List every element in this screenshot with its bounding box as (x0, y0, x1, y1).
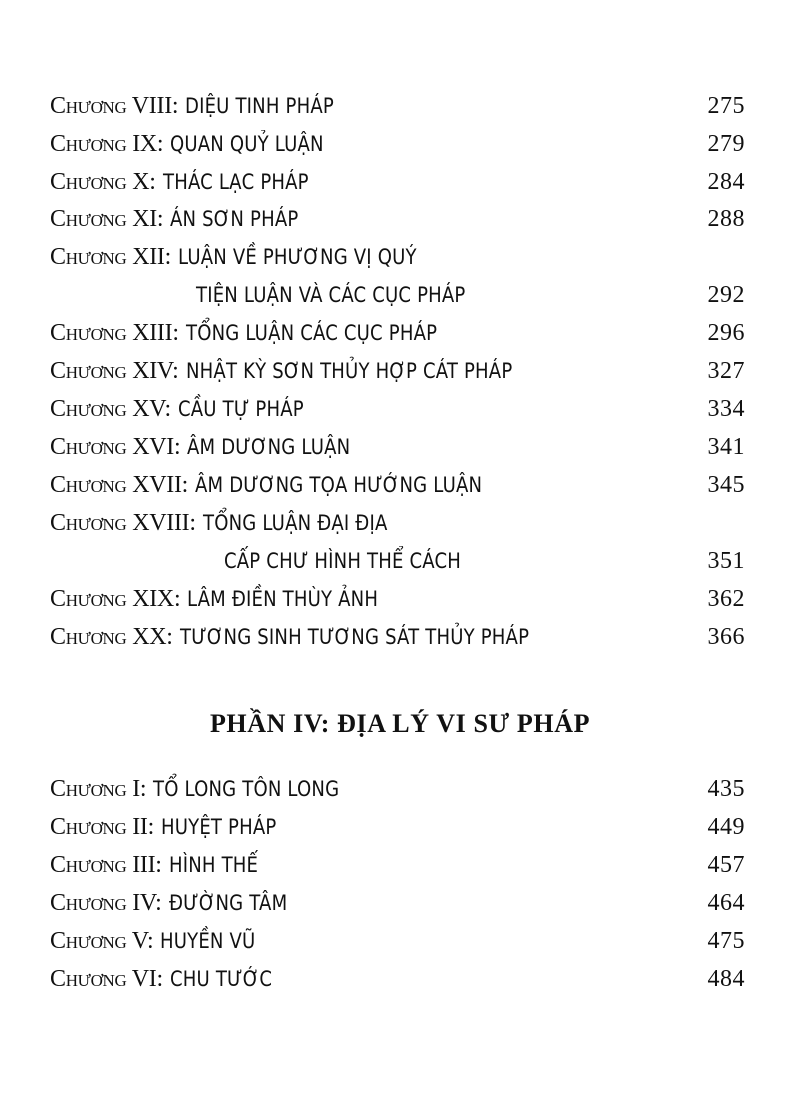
page-number: 464 (707, 889, 745, 916)
chapter-title: ÂM DƯƠNG LUẬN (187, 434, 351, 459)
chapter-number: Chương XIII: (50, 319, 179, 346)
page-number: 435 (707, 775, 745, 802)
toc-entry[interactable] (50, 390, 745, 428)
chapter-number: Chương XV: (50, 395, 171, 422)
toc-entry[interactable] (50, 618, 745, 656)
toc-entry[interactable] (50, 238, 745, 276)
page-number: 457 (707, 851, 745, 878)
chapter-number: Chương XII: (50, 243, 171, 270)
chapter-number: Chương XIV: (50, 357, 179, 384)
chapter-number: Chương X: (50, 168, 156, 195)
toc-entry[interactable] (50, 87, 745, 125)
page-number: 334 (707, 395, 745, 422)
chapter-number: Chương XIX: (50, 585, 181, 612)
chapter-number: Chương IV: (50, 889, 162, 916)
chapter-title: NHẬT KỲ SƠN THỦY HỢP CÁT PHÁP (185, 358, 512, 383)
chapter-number: Chương XX: (50, 623, 173, 650)
page-number: 366 (707, 623, 745, 650)
toc-entry[interactable] (50, 580, 745, 618)
chapter-title: HUYỆT PHÁP (160, 814, 277, 839)
toc-entry[interactable] (50, 466, 745, 504)
toc-entry[interactable] (50, 884, 745, 922)
chapter-title: LÂM ĐIỀN THÙY ẢNH (187, 586, 379, 611)
chapter-title: ĐƯỜNG TÂM (168, 890, 287, 915)
toc-entry[interactable] (50, 960, 745, 998)
page-number: 345 (707, 471, 745, 498)
toc-entry-continuation[interactable] (196, 276, 745, 314)
chapter-title: HÌNH THẾ (168, 852, 258, 877)
toc-entry[interactable] (50, 504, 745, 542)
chapter-number: Chương V: (50, 927, 154, 954)
chapter-number: Chương VIII: (50, 92, 179, 119)
page-number: 292 (707, 281, 745, 308)
toc-entry[interactable] (50, 770, 745, 808)
section-heading: PHẦN IV: ĐỊA LÝ VI SƯ PHÁP (209, 709, 591, 738)
page-number: 484 (707, 965, 745, 992)
chapter-number: Chương IX: (50, 130, 164, 157)
chapter-title: HUYỀN VŨ (160, 928, 256, 953)
toc-entry-continuation[interactable] (224, 542, 745, 580)
chapter-number: Chương XVII: (50, 471, 189, 498)
page-number: 449 (707, 813, 745, 840)
page-number: 279 (707, 130, 745, 157)
toc-entry[interactable] (50, 314, 745, 352)
page-number: 341 (707, 433, 745, 460)
chapter-title: THÁC LẠC PHÁP (162, 169, 309, 194)
chapter-number: Chương VI: (50, 965, 163, 992)
chapter-title: QUAN QUỶ LUẬN (170, 131, 325, 156)
chapter-number: Chương XI: (50, 205, 164, 232)
page-number: 288 (707, 205, 745, 232)
chapter-number: Chương XVIII: (50, 509, 196, 536)
page-number: 275 (707, 92, 745, 119)
toc-entry[interactable] (50, 922, 745, 960)
chapter-title: DIỆU TINH PHÁP (185, 93, 335, 118)
chapter-title: TỔ LONG TÔN LONG (153, 776, 340, 801)
toc-entry[interactable] (50, 808, 745, 846)
toc-entry[interactable] (50, 125, 745, 163)
page-number: 362 (707, 585, 745, 612)
toc-entry[interactable] (50, 846, 745, 884)
chapter-number: Chương XVI: (50, 433, 181, 460)
chapter-title: CHU TƯỚC (169, 966, 273, 991)
toc-entry[interactable] (50, 352, 745, 390)
chapter-title: LUẬN VỀ PHƯƠNG VỊ QUÝ (178, 244, 417, 269)
page-number: 351 (707, 547, 745, 574)
chapter-number: Chương II: (50, 813, 154, 840)
chapter-number: Chương III: (50, 851, 162, 878)
toc-entry[interactable] (50, 200, 745, 238)
chapter-title: ÁN SƠN PHÁP (170, 206, 299, 231)
page-number: 475 (707, 927, 745, 954)
chapter-title: TỔNG LUẬN CÁC CỤC PHÁP (185, 320, 437, 345)
chapter-title: CẦU TỰ PHÁP (177, 396, 304, 421)
chapter-title: CẤP CHƯ HÌNH THỂ CÁCH (224, 549, 461, 573)
page-number: 284 (707, 168, 745, 195)
toc-entry[interactable] (50, 428, 745, 466)
chapter-title: TIỆN LUẬN VÀ CÁC CỤC PHÁP (196, 283, 466, 307)
chapter-title: TƯƠNG SINH TƯƠNG SÁT THỦY PHÁP (179, 624, 529, 649)
chapter-number: Chương I: (50, 775, 147, 802)
page-number: 327 (707, 357, 745, 384)
chapter-title: ÂM DƯƠNG TỌA HƯỚNG LUẬN (195, 472, 483, 497)
toc-entry[interactable] (50, 163, 745, 201)
page-number: 296 (707, 319, 745, 346)
chapter-title: TỔNG LUẬN ĐẠI ĐỊA (202, 510, 388, 535)
